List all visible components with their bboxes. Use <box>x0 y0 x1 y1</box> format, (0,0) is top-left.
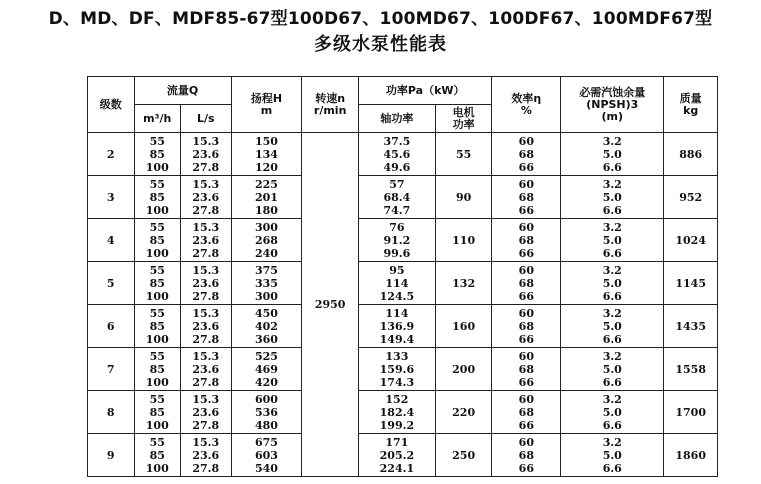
flow-ls-cell-value: 27.8 <box>192 160 220 174</box>
shaft-power-cell <box>358 133 435 176</box>
npsh-cell-value: 6.6 <box>602 375 622 389</box>
shaft-power-cell <box>358 176 435 219</box>
table-row <box>88 262 718 305</box>
shaft-power-cell-value: 68.4 <box>383 190 411 204</box>
shaft-power-cell <box>358 348 435 391</box>
shaft-power-cell-value: 205.2 <box>379 448 415 462</box>
flow-ls-cell-value: 27.8 <box>192 246 220 260</box>
head-cell <box>231 133 302 176</box>
flow-ls-cell-value: 23.6 <box>192 448 220 462</box>
npsh-cell-value: 3.2 <box>602 435 622 449</box>
flow-ls-cell-value: 27.8 <box>192 289 220 303</box>
flow-m3h-cell-value: 100 <box>145 203 169 217</box>
head-cell-value: 450 <box>254 306 278 320</box>
header-efficiency: 效率η % <box>492 77 561 133</box>
flow-m3h-cell-value: 85 <box>149 233 165 247</box>
flow-ls-cell-value: 27.8 <box>192 375 220 389</box>
efficiency-cell-value: 60 <box>518 134 534 148</box>
shaft-power-cell-value: 136.9 <box>379 319 415 333</box>
flow-ls-cell-value: 15.3 <box>192 349 220 363</box>
efficiency-cell-value: 66 <box>518 203 534 217</box>
flow-m3h-cell <box>134 133 181 176</box>
head-cell <box>231 176 302 219</box>
npsh-cell <box>561 262 664 305</box>
head-cell-value: 469 <box>254 362 278 376</box>
head-cell-value: 375 <box>254 263 278 277</box>
flow-ls-cell-value: 15.3 <box>192 177 220 191</box>
flow-m3h-cell-value: 85 <box>149 190 165 204</box>
mass-cell: 1024 <box>664 219 718 262</box>
shaft-power-cell <box>358 262 435 305</box>
head-cell-value: 150 <box>254 134 278 148</box>
document-title: D、MD、DF、MDF85-67型100D67、100MD67、100DF67、100MDF67型 <box>48 9 713 29</box>
npsh-cell-value: 5.0 <box>602 190 622 204</box>
head-cell-value: 536 <box>254 405 278 419</box>
efficiency-cell-value: 60 <box>518 435 534 449</box>
speed-cell: 2950 <box>302 133 359 477</box>
flow-m3h-cell-value: 100 <box>145 418 169 432</box>
flow-m3h-cell-value: 55 <box>149 220 165 234</box>
efficiency-cell-value: 68 <box>518 190 534 204</box>
head-cell-value: 120 <box>254 160 278 174</box>
header-stages: 级数 <box>88 77 135 133</box>
head-cell-value: 600 <box>254 392 278 406</box>
motor-power-cell: 55 <box>435 133 492 176</box>
efficiency-cell-value: 66 <box>518 332 534 346</box>
npsh-cell-value: 3.2 <box>602 306 622 320</box>
flow-ls-cell-value: 27.8 <box>192 461 220 475</box>
flow-m3h-cell-value: 85 <box>149 405 165 419</box>
head-cell-value: 480 <box>254 418 278 432</box>
head-cell-value: 300 <box>254 289 278 303</box>
shaft-power-cell-value: 133 <box>385 349 409 363</box>
shaft-power-cell-value: 37.5 <box>383 134 411 148</box>
shaft-power-cell-value: 124.5 <box>379 289 415 303</box>
flow-ls-cell-value: 23.6 <box>192 362 220 376</box>
head-cell <box>231 434 302 477</box>
efficiency-cell-value: 60 <box>518 177 534 191</box>
header-flow: 流量Q <box>134 77 231 105</box>
flow-m3h-cell-value: 100 <box>145 289 169 303</box>
efficiency-cell-value: 68 <box>518 319 534 333</box>
head-cell-value: 240 <box>254 246 278 260</box>
flow-m3h-cell-value: 85 <box>149 319 165 333</box>
head-cell-value: 675 <box>254 435 278 449</box>
flow-m3h-cell <box>134 219 181 262</box>
flow-ls-cell-value: 15.3 <box>192 435 220 449</box>
head-cell-value: 335 <box>254 276 278 290</box>
header-npsh: 必需汽蚀余量 (NPSH)3 (m) <box>561 77 664 133</box>
performance-table <box>87 76 718 477</box>
head-cell-value: 360 <box>254 332 278 346</box>
shaft-power-cell-value: 171 <box>385 435 409 449</box>
mass-cell: 1435 <box>664 305 718 348</box>
header-motor-power: 电机 功率 <box>435 105 492 133</box>
efficiency-cell-value: 66 <box>518 289 534 303</box>
motor-power-cell: 110 <box>435 219 492 262</box>
npsh-cell <box>561 219 664 262</box>
flow-m3h-cell-value: 55 <box>149 134 165 148</box>
shaft-power-cell-value: 74.7 <box>383 203 411 217</box>
efficiency-cell-value: 66 <box>518 375 534 389</box>
shaft-power-cell-value: 45.6 <box>383 147 411 161</box>
efficiency-cell <box>492 305 561 348</box>
flow-ls-cell-value: 15.3 <box>192 220 220 234</box>
flow-m3h-cell-value: 85 <box>149 362 165 376</box>
npsh-cell-value: 6.6 <box>602 332 622 346</box>
header-power: 功率Pa（kW） <box>358 77 491 105</box>
flow-ls-cell-value: 23.6 <box>192 319 220 333</box>
efficiency-cell-value: 68 <box>518 276 534 290</box>
shaft-power-cell-value: 99.6 <box>383 246 411 260</box>
head-cell-value: 300 <box>254 220 278 234</box>
head-cell-value: 180 <box>254 203 278 217</box>
shaft-power-cell-value: 159.6 <box>379 362 415 376</box>
stage-cell: 2 <box>88 133 135 176</box>
flow-m3h-cell-value: 100 <box>145 160 169 174</box>
stage-cell: 7 <box>88 348 135 391</box>
table-row <box>88 305 718 348</box>
efficiency-cell-value: 68 <box>518 362 534 376</box>
shaft-power-cell <box>358 305 435 348</box>
efficiency-cell-value: 68 <box>518 233 534 247</box>
table-row <box>88 348 718 391</box>
flow-m3h-cell-value: 55 <box>149 177 165 191</box>
npsh-cell-value: 5.0 <box>602 147 622 161</box>
efficiency-cell-value: 60 <box>518 349 534 363</box>
table-row <box>88 219 718 262</box>
flow-m3h-cell <box>134 348 181 391</box>
head-cell-value: 201 <box>254 190 278 204</box>
table-row <box>88 133 718 176</box>
npsh-cell-value: 6.6 <box>602 289 622 303</box>
flow-ls-cell <box>181 391 232 434</box>
npsh-cell-value: 6.6 <box>602 246 622 260</box>
head-cell-value: 540 <box>254 461 278 475</box>
flow-m3h-cell-value: 100 <box>145 375 169 389</box>
efficiency-cell-value: 60 <box>518 263 534 277</box>
header-flow-m3h: m³/h <box>134 105 181 133</box>
flow-ls-cell-value: 23.6 <box>192 405 220 419</box>
npsh-cell-value: 6.6 <box>602 418 622 432</box>
mass-cell: 952 <box>664 176 718 219</box>
flow-ls-cell-value: 23.6 <box>192 147 220 161</box>
flow-m3h-cell-value: 55 <box>149 435 165 449</box>
shaft-power-cell-value: 114 <box>385 306 409 320</box>
flow-m3h-cell-value: 55 <box>149 392 165 406</box>
head-cell <box>231 219 302 262</box>
stage-cell: 4 <box>88 219 135 262</box>
npsh-cell-value: 5.0 <box>602 319 622 333</box>
efficiency-cell-value: 60 <box>518 392 534 406</box>
mass-cell: 1860 <box>664 434 718 477</box>
efficiency-cell <box>492 219 561 262</box>
stage-cell: 3 <box>88 176 135 219</box>
npsh-cell-value: 3.2 <box>602 220 622 234</box>
flow-ls-cell-value: 15.3 <box>192 392 220 406</box>
efficiency-cell <box>492 262 561 305</box>
efficiency-cell <box>492 176 561 219</box>
flow-ls-cell <box>181 348 232 391</box>
flow-ls-cell-value: 15.3 <box>192 306 220 320</box>
efficiency-cell <box>492 434 561 477</box>
head-cell-value: 268 <box>254 233 278 247</box>
table-row <box>88 391 718 434</box>
shaft-power-cell <box>358 391 435 434</box>
efficiency-cell-value: 60 <box>518 220 534 234</box>
motor-power-cell: 90 <box>435 176 492 219</box>
npsh-cell-value: 3.2 <box>602 177 622 191</box>
efficiency-cell-value: 66 <box>518 418 534 432</box>
flow-ls-cell <box>181 219 232 262</box>
mass-cell: 1558 <box>664 348 718 391</box>
header-speed: 转速n r/min <box>302 77 359 133</box>
npsh-cell <box>561 133 664 176</box>
flow-m3h-cell-value: 55 <box>149 263 165 277</box>
flow-ls-cell-value: 27.8 <box>192 332 220 346</box>
npsh-cell-value: 6.6 <box>602 203 622 217</box>
efficiency-cell-value: 66 <box>518 246 534 260</box>
shaft-power-cell-value: 91.2 <box>383 233 411 247</box>
head-cell <box>231 305 302 348</box>
head-cell <box>231 348 302 391</box>
head-cell <box>231 391 302 434</box>
shaft-power-cell-value: 149.4 <box>379 332 415 346</box>
mass-cell: 1145 <box>664 262 718 305</box>
npsh-cell-value: 5.0 <box>602 276 622 290</box>
document-subtitle: 多级水泵性能表 <box>314 34 447 55</box>
efficiency-cell <box>492 133 561 176</box>
flow-ls-cell-value: 27.8 <box>192 203 220 217</box>
npsh-cell-value: 5.0 <box>602 362 622 376</box>
npsh-cell <box>561 434 664 477</box>
flow-ls-cell <box>181 305 232 348</box>
efficiency-cell-value: 68 <box>518 147 534 161</box>
stage-cell: 6 <box>88 305 135 348</box>
efficiency-cell-value: 66 <box>518 461 534 475</box>
efficiency-cell-value: 60 <box>518 306 534 320</box>
shaft-power-cell-value: 95 <box>389 263 405 277</box>
flow-m3h-cell-value: 100 <box>145 461 169 475</box>
npsh-cell <box>561 391 664 434</box>
stage-cell: 5 <box>88 262 135 305</box>
flow-ls-cell <box>181 262 232 305</box>
header-shaft-power: 轴功率 <box>358 105 435 133</box>
flow-ls-cell-value: 23.6 <box>192 233 220 247</box>
head-cell-value: 134 <box>254 147 278 161</box>
motor-power-cell: 132 <box>435 262 492 305</box>
flow-ls-cell-value: 23.6 <box>192 190 220 204</box>
shaft-power-cell-value: 174.3 <box>379 375 415 389</box>
motor-power-cell: 200 <box>435 348 492 391</box>
efficiency-cell <box>492 391 561 434</box>
stage-cell: 8 <box>88 391 135 434</box>
efficiency-cell-value: 68 <box>518 405 534 419</box>
flow-ls-cell-value: 15.3 <box>192 134 220 148</box>
head-cell-value: 402 <box>254 319 278 333</box>
stage-cell: 9 <box>88 434 135 477</box>
shaft-power-cell-value: 114 <box>385 276 409 290</box>
efficiency-cell-value: 68 <box>518 448 534 462</box>
npsh-cell <box>561 176 664 219</box>
mass-cell: 886 <box>664 133 718 176</box>
motor-power-cell: 250 <box>435 434 492 477</box>
flow-m3h-cell-value: 55 <box>149 306 165 320</box>
flow-ls-cell <box>181 176 232 219</box>
flow-m3h-cell-value: 100 <box>145 246 169 260</box>
head-cell-value: 525 <box>254 349 278 363</box>
flow-m3h-cell <box>134 305 181 348</box>
flow-ls-cell <box>181 133 232 176</box>
npsh-cell-value: 5.0 <box>602 405 622 419</box>
flow-m3h-cell <box>134 176 181 219</box>
flow-ls-cell-value: 15.3 <box>192 263 220 277</box>
flow-m3h-cell <box>134 434 181 477</box>
header-mass: 质量 kg <box>664 77 718 133</box>
npsh-cell-value: 3.2 <box>602 134 622 148</box>
header-head: 扬程H m <box>231 77 302 133</box>
shaft-power-cell-value: 182.4 <box>379 405 415 419</box>
table-row <box>88 176 718 219</box>
npsh-cell <box>561 348 664 391</box>
head-cell-value: 225 <box>254 177 278 191</box>
npsh-cell-value: 3.2 <box>602 349 622 363</box>
motor-power-cell: 160 <box>435 305 492 348</box>
npsh-cell-value: 3.2 <box>602 263 622 277</box>
efficiency-cell <box>492 348 561 391</box>
head-cell-value: 420 <box>254 375 278 389</box>
npsh-cell-value: 6.6 <box>602 461 622 475</box>
mass-cell: 1700 <box>664 391 718 434</box>
shaft-power-cell-value: 49.6 <box>383 160 411 174</box>
flow-m3h-cell-value: 100 <box>145 332 169 346</box>
flow-ls-cell-value: 23.6 <box>192 276 220 290</box>
header-flow-ls: L/s <box>181 105 232 133</box>
motor-power-cell: 220 <box>435 391 492 434</box>
npsh-cell-value: 5.0 <box>602 448 622 462</box>
npsh-cell-value: 6.6 <box>602 160 622 174</box>
shaft-power-cell-value: 152 <box>385 392 409 406</box>
head-cell <box>231 262 302 305</box>
flow-m3h-cell-value: 85 <box>149 448 165 462</box>
flow-m3h-cell-value: 85 <box>149 147 165 161</box>
efficiency-cell-value: 66 <box>518 160 534 174</box>
flow-m3h-cell <box>134 391 181 434</box>
flow-m3h-cell <box>134 262 181 305</box>
shaft-power-cell-value: 224.1 <box>379 461 415 475</box>
head-cell-value: 603 <box>254 448 278 462</box>
shaft-power-cell-value: 199.2 <box>379 418 415 432</box>
npsh-cell-value: 3.2 <box>602 392 622 406</box>
flow-m3h-cell-value: 55 <box>149 349 165 363</box>
shaft-power-cell <box>358 219 435 262</box>
flow-m3h-cell-value: 85 <box>149 276 165 290</box>
npsh-cell <box>561 305 664 348</box>
shaft-power-cell-value: 57 <box>389 177 405 191</box>
shaft-power-cell <box>358 434 435 477</box>
table-row <box>88 434 718 477</box>
flow-ls-cell-value: 27.8 <box>192 418 220 432</box>
npsh-cell-value: 5.0 <box>602 233 622 247</box>
shaft-power-cell-value: 76 <box>389 220 405 234</box>
flow-ls-cell <box>181 434 232 477</box>
